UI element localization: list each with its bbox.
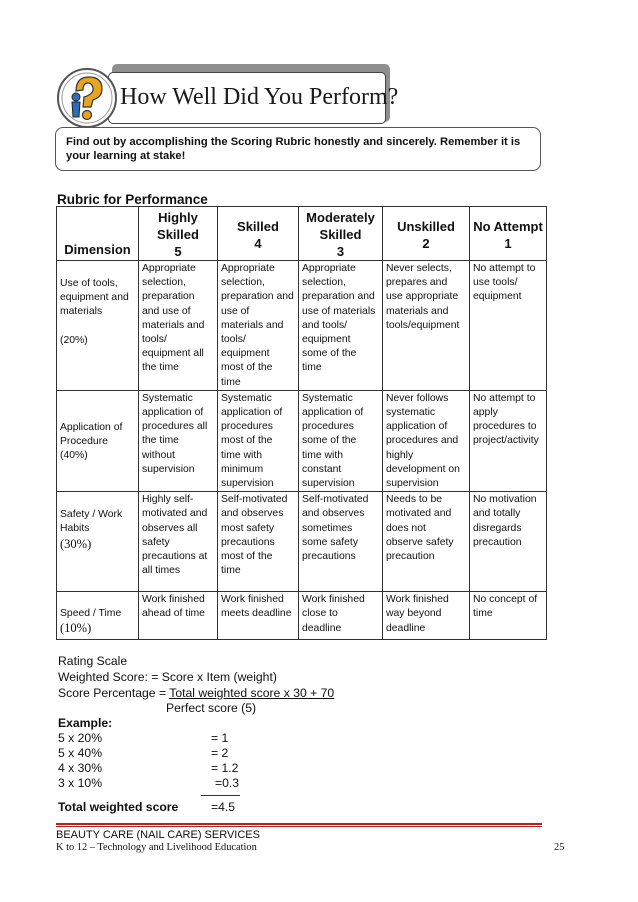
rubric-title: Rubric for Performance: [57, 192, 208, 207]
page-title: How Well Did You Perform?: [120, 84, 399, 110]
rubric-cell: Work finished way beyond deadline: [383, 592, 470, 640]
rubric-cell: Self-motivated and observes most safety precautions most of the time: [218, 492, 299, 592]
rubric-cell: Appropriate selection, preparation and use of materials and tools/ equipment some of the time: [299, 261, 383, 391]
footer-course: BEAUTY CARE (NAIL CARE) SERVICES: [56, 829, 260, 841]
table-row: [57, 261, 547, 391]
table-row: [57, 492, 547, 592]
example-expr: 5 x 20%: [58, 731, 103, 745]
page-number: 25: [554, 842, 565, 853]
dimension-cell: Safety / Work Habits (30%): [57, 492, 139, 592]
footer-program: K to 12 – Technology and Livelihood Education: [56, 842, 257, 853]
header-highly-skilled: Highly Skilled 5: [139, 207, 218, 261]
rubric-cell: No attempt to apply procedures to project/activity: [470, 390, 547, 491]
rubric-cell: Never selects, prepares and use appropriate materials and tools/equipment: [383, 261, 470, 391]
rating-scale-label: Rating Scale: [58, 654, 128, 668]
instruction-text: Find out by accomplishing the Scoring Rubric honestly and sincerely. Remember it is your learning at stake!: [66, 136, 521, 162]
dimension-cell: Speed / Time (10%): [57, 592, 139, 640]
example-expr: 4 x 30%: [58, 761, 103, 775]
header-no-attempt: No Attempt 1: [470, 207, 547, 261]
rubric-cell: No concept of time: [470, 592, 547, 640]
rubric-table: [56, 206, 547, 640]
rubric-cell: No motivation and totally disregards precaution: [470, 492, 547, 592]
total-label: Total weighted score: [58, 800, 179, 814]
table-row: [57, 390, 547, 491]
score-percentage-formula: Score Percentage = Total weighted score x 30 + 70: [58, 686, 335, 700]
header-moderately-skilled: Moderately Skilled 3: [299, 207, 383, 261]
example-result: = 1.2: [211, 761, 239, 775]
rubric-header-row: [57, 207, 547, 261]
rubric-cell: Highly self-motivated and observes all safety precautions at all times: [139, 492, 218, 592]
total-value: =4.5: [211, 800, 236, 814]
rubric-cell: Systematic application of procedures all the time without supervision: [139, 390, 218, 491]
rubric-cell: Needs to be motivated and does not observe safety precaution: [383, 492, 470, 592]
sum-divider: [201, 795, 240, 796]
rubric-cell: Appropriate selection, preparation and use of materials and tools/ equipment most of the time: [218, 261, 299, 391]
footer-rule: [56, 823, 542, 825]
rubric-cell: Systematic application of procedures some of the time with constant supervision: [299, 390, 383, 491]
example-result: =0.3: [215, 776, 240, 790]
header-skilled: Skilled 4: [218, 207, 299, 261]
rubric-cell: Self-motivated and observes sometimes some safety precautions: [299, 492, 383, 592]
weighted-score-formula: Weighted Score: = Score x Item (weight): [58, 670, 277, 684]
footer-rule-thin: [56, 826, 542, 827]
rubric-cell: Work finished ahead of time: [139, 592, 218, 640]
table-row: [57, 592, 547, 640]
rubric-cell: Appropriate selection, preparation and use of materials and tools/ equipment all the time: [139, 261, 218, 391]
example-result: = 2: [211, 746, 229, 760]
dimension-cell: Use of tools, equipment and materials (20%): [57, 261, 139, 391]
example-expr: 3 x 10%: [58, 776, 103, 790]
example-label: Example:: [58, 716, 113, 730]
dimension-cell: Application of Procedure (40%): [57, 390, 139, 491]
question-mark-person-icon: [56, 67, 118, 129]
rubric-cell: Work finished close to deadline: [299, 592, 383, 640]
rubric-cell: No attempt to use tools/ equipment: [470, 261, 547, 391]
example-result: = 1: [211, 731, 229, 745]
example-expr: 5 x 40%: [58, 746, 103, 760]
header-unskilled: Unskilled 2: [383, 207, 470, 261]
score-percentage-denominator: Perfect score (5): [166, 701, 257, 715]
rubric-cell: Never follows systematic application of procedures and highly development on supervision: [383, 390, 470, 491]
header-dimension: Dimension: [57, 207, 139, 261]
rubric-cell: Systematic application of procedures most of the time with minimum supervision: [218, 390, 299, 491]
rubric-cell: Work finished meets deadline: [218, 592, 299, 640]
